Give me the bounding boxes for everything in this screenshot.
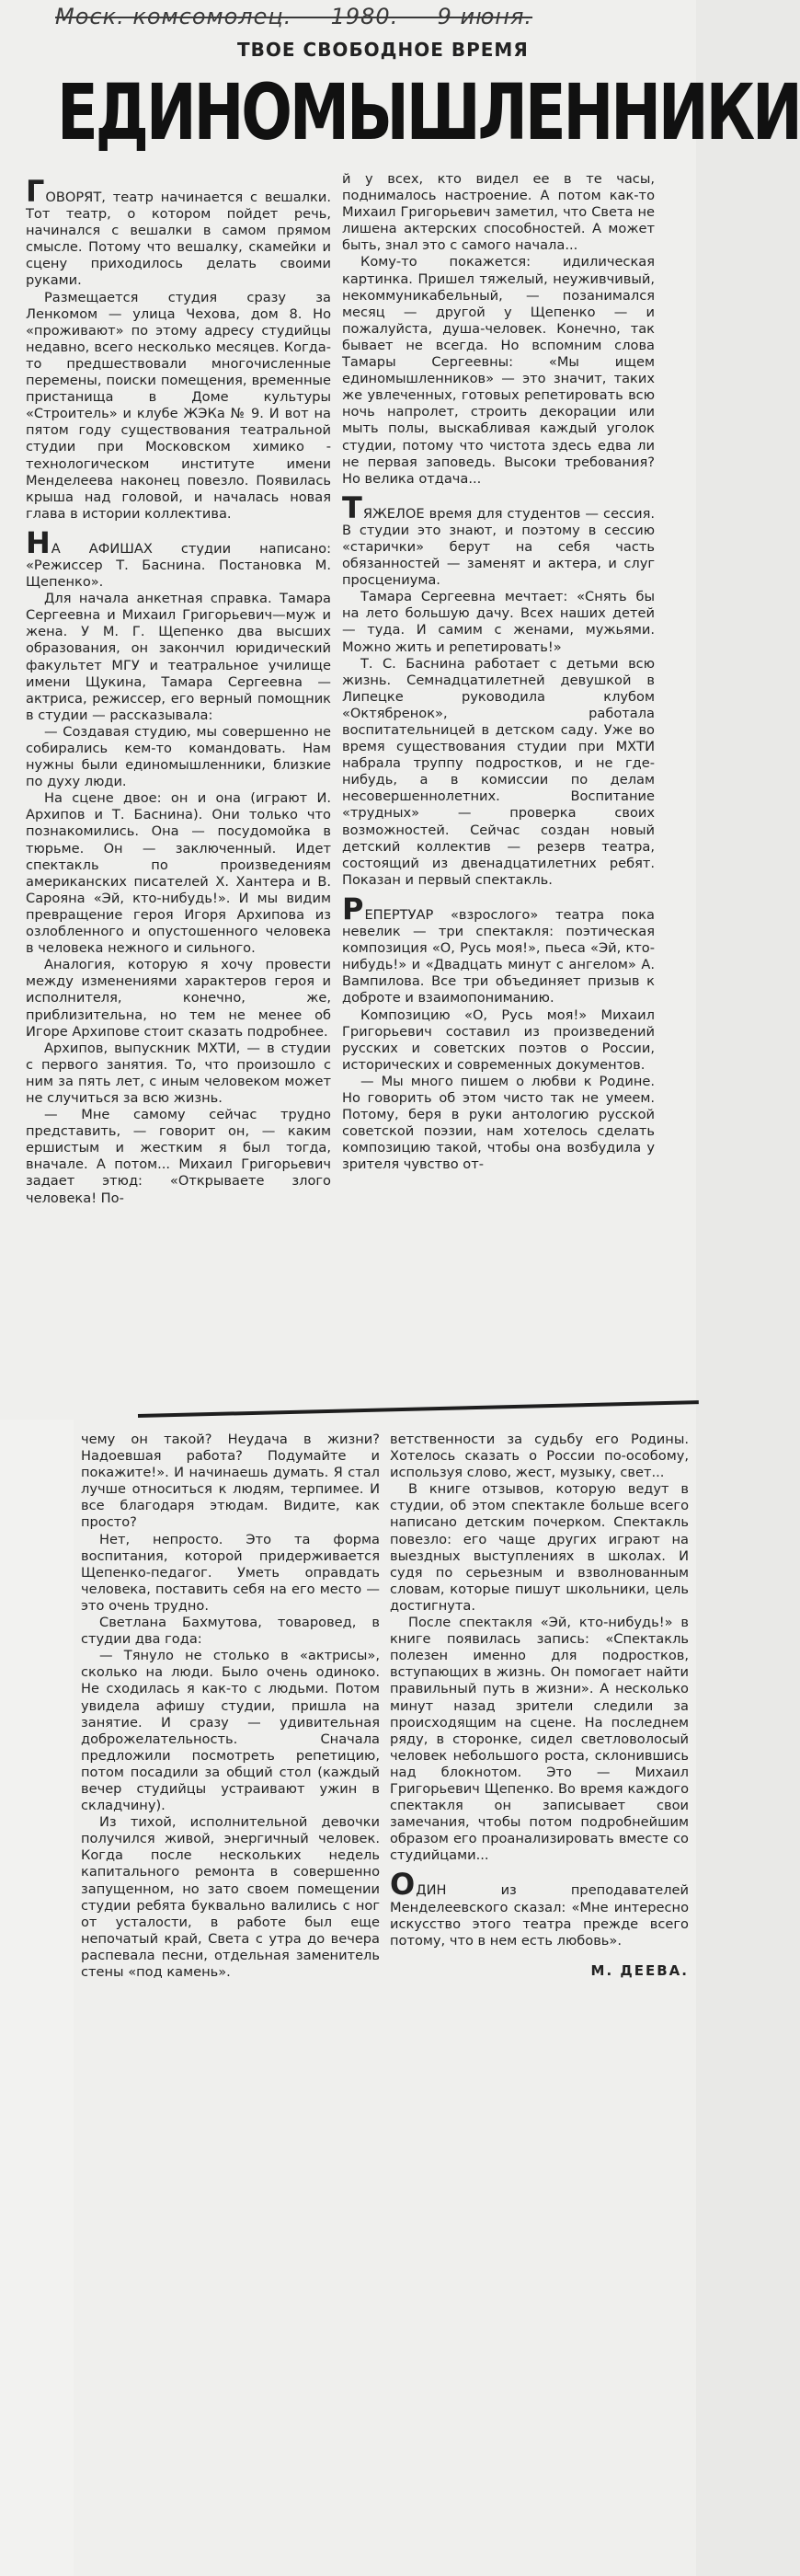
colB-paragraph (342, 589, 655, 655)
paragraph-text: Кому-то покажется: идилическая картинка. Пришел тяжелый, неуживчивый, некоммуникабельный, — позанимался месяц — другой у Щепенко — и пожалуйста, душа-человек. Конечно, так бывает не всегда. Но вспомним слова Тамары Сергеевны: «Мы ищем единомышленников» — это значит, таких же увлеченных, готовых репетировать всю ночь напролет, строить декорации или мыть полы, выскабливая каждый уголок студии, потому что чистота здесь едва ли не первая заповедь. Высоки требования? Но велика отдача... (342, 254, 655, 487)
author-signature: М. ДЕЕВА. (590, 1961, 689, 1979)
paragraph-text: Размещается студия сразу за Ленкомом — улица Чехова, дом 8. Но «проживают» по этому адресу студийцы недавно, всего несколько месяцев. Когда-то предшествовали многочисленные перемены, поиски помещения, временные пристанища в Доме культуры «Строитель» и клубе ЖЭКа № 9. И вот на пятом году существования театральной студии при Московском химико - технологическом институте имени Менделеева наконец повезло. Появилась крыша над головой, и началась новая глава в истории коллектива. (26, 289, 331, 522)
handwritten-source-note: Моск. комсомолец. — 1980. — 9 июня. (55, 4, 533, 29)
paragraph-text: Тамара Сергеевна мечтает: «Снять бы на лето большую дачу. Всех наших детей — туда. И самим с женами, мужьями. Можно жить и репетировать!» (342, 589, 655, 655)
paragraph-text: Из тихой, исполнительной девочки получился живой, энергичный человек. Когда после нескольких недель капитального ремонта в совершенно запущенном, но зато своем помещении студии ребята буквально валились с ног от усталости, в работе был еще непочатый край, Света с утра до вечера распевала песни, отдельная заменитель стены «под камень». (81, 1814, 380, 1980)
colB-paragraph (342, 1074, 655, 1174)
article-headline: ЕДИНОМЫШЛЕННИКИ (57, 67, 800, 157)
colA-paragraph (26, 174, 331, 290)
paragraph-text: Аналогия, которую я хочу провести между изменениями характеров героя и исполнителя, конечно, же, приблизительна, но тем не менее об Игоре Архипове стоит сказать подробнее. (26, 957, 331, 1040)
section-kicker: ТВОЕ СВОБОДНОЕ ВРЕМЯ (237, 39, 529, 61)
colD-paragraph (390, 1615, 689, 1864)
paragraph-text: Композицию «О, Русь моя!» Михаил Григорьевич составил из произведений русских и советских поэтов о России, исторических и современных документов. (342, 1006, 655, 1073)
colD-paragraph (390, 1867, 689, 1949)
colC-paragraph (81, 1648, 380, 1814)
colA-paragraph (26, 724, 331, 790)
drop-cap: Р (342, 891, 365, 926)
colD-paragraph (390, 1432, 689, 1481)
paragraph-text: — Мы много пишем о любви к Родине. Но говорить об этом чисто так не умеем. Потому, беря в руки антологию русской советской поэзии, нам хотелось сделать композицию такой, чтобы она возбудила у зрителя чувство от- (342, 1073, 655, 1173)
paragraph-text: чему он такой? Неудача в жизни? Надоевшая работа? Подумайте и покажите!». И начинаешь думать. Я стал лучше относиться к людям, терпимее. И все благодаря этюдам. Видите, как просто? (81, 1432, 380, 1531)
paragraph-text: — Мне самому сейчас трудно представить, — говорит он, — каким ершистым и жестким я был тогда, вначале. А потом... Михаил Григорьевич задает этюд: «Открываете злого человека! По- (26, 1107, 331, 1206)
drop-cap: Т (342, 489, 363, 525)
colC-paragraph (81, 1532, 380, 1615)
colB-paragraph (342, 489, 655, 589)
colA-paragraph (26, 591, 331, 724)
colC-paragraph (81, 1432, 380, 1532)
paragraph-text: В книге отзывов, которую ведут в студии, об этом спектакле больше всего написано детским почерком. Спектакль повезло: его чаще других играют на выездных выступлениях в школах. И судя по серьезным и взволнованным словам, которые пишут школьники, цель достигнута. (390, 1481, 689, 1614)
drop-cap: О (390, 1867, 417, 1903)
paragraph-text: ветственности за судьбу его Родины. Хотелось сказать о России по-особому, используя слово, жест, музыку, свет... (390, 1432, 689, 1481)
colA-paragraph (26, 957, 331, 1040)
paragraph-text: ОВОРЯТ, театр начинается с вешалки. Тот театр, о котором пойдет речь, начинался с вешалки в самом прямом смысле. Потому что вешалку, скамейки и сцену приходилось делать своими руками. (26, 190, 331, 289)
paragraph-text: — Создавая студию, мы совершенно не собирались кем-то командовать. Нам нужны были единомышленники, близкие по духу люди. (26, 723, 331, 790)
colB-paragraph (342, 171, 655, 254)
paragraph-text: Т. С. Баснина работает с детьми всю жизнь. Семнадцатилетней девушкой в Липецке руководила клубом «Октябренок», работала воспитательницей в детском саду. Уже во время существования студии при МХТИ набрала труппу подростков, и не где-нибудь, а в комиссии по делам несовершеннолетних. Воспитание «трудных» — проверка своих возможностей. Сейчас создан новый детский коллектив — резерв театра, состоящий из двенадцатилетних ребят. Показан и первый спектакль. (342, 655, 655, 888)
page-margin (0, 1420, 74, 2576)
colC-paragraph (81, 1814, 380, 1981)
drop-cap: Н (26, 524, 51, 560)
column-d (390, 1432, 689, 2568)
colA-paragraph (26, 524, 331, 591)
colA-paragraph (26, 790, 331, 957)
paragraph-text: На сцене двое: он и она (играют И. Архипов и Т. Баснина). Они только что познакомились. Она — посудомойка в тюрьме. Он — заключенный. Идет спектакль по произведениям американских писателей Х. Хантера и В. Сарояна «Эй, кто-нибудь!». И мы видим превращение героя Игоря Архипова из озлобленного и опустошенного человека в человека нежного и сильного. (26, 790, 331, 957)
colA-paragraph (26, 1107, 331, 1207)
paragraph-text: Для начала анкетная справка. Тамара Сергеевна и Михаил Григорьевич—муж и жена. У М. Г. Щепенко два высших образования, он закончил юридический факультет МГУ и театральное училище имени Щукина, Тамара Сергеевна — актриса, режиссер, его верный помощник в студии — рассказывала: (26, 591, 331, 723)
colA-paragraph (26, 290, 331, 523)
colB-paragraph (342, 1007, 655, 1074)
colB-paragraph (342, 891, 655, 1007)
column-a (26, 171, 331, 1409)
paragraph-text: — Тянуло не столько в «актрисы», сколько на люди. Было очень одиноко. Не сходилась я как-то с людьми. Потом увидела афишу студии, пришла на занятие. И сразу — удивительная доброжелательность. Сначала предложили посмотреть репетицию, потом посадили за общий стол (каждый вечер студийцы устраивают ужин в складчину). (81, 1648, 380, 1814)
paragraph-text: После спектакля «Эй, кто-нибудь!» в книге появилась запись: «Спектакль полезен именно для подростков, вступающих в жизнь. Он помогает найти правильный путь в жизни». А несколько минут назад зрители следили за происходящим на сцене. На последнем ряду, в сторонке, сидел светловолосый человек небольшого роста, склонившись над блокнотом. Это — Михаил Григорьевич Щепенко. Во время каждого спектакля он записывает свои замечания, чтобы потом подробнейшим образом его проанализировать вместе со студийцами... (390, 1615, 689, 1864)
colA-paragraph (26, 1041, 331, 1107)
paragraph-text: ДИН из преподавателей Менделеевского сказал: «Мне интересно искусство этого театра прежде всего потому, что в нем есть любовь». (390, 1882, 689, 1949)
column-c (81, 1432, 380, 2568)
paragraph-text: й у всех, кто видел ее в те часы, поднималось настроение. А потом как-то Михаил Григорьевич заметил, что Света не лишена актерских способностей. А может быть, знал это с самого начала... (342, 171, 655, 254)
paragraph-text: Нет, непросто. Это та форма воспитания, которой придерживается Щепенко-педагог. Уметь оправдать человека, поставить себя на его место — это очень трудно. (81, 1531, 380, 1614)
colB-paragraph (342, 656, 655, 889)
colC-paragraph (81, 1615, 380, 1648)
column-b (342, 171, 655, 1409)
colB-paragraph (342, 254, 655, 487)
paragraph-text: ЕПЕРТУАР «взрослого» театра пока невелик — три спектакля: поэтическая композиция «О, Русь моя!», пьеса «Эй, кто-нибудь!» и «Двадцать минут с ангелом» А. Вампилова. Все три объединяет призыв к доброте и взаимопониманию. (342, 906, 655, 1006)
paragraph-text: Архипов, выпускник МХТИ, — в студии с первого занятия. То, что произошло с ним за пять лет, с иным человеком может не случиться за всю жизнь. (26, 1040, 331, 1106)
paragraph-text: ЯЖЕЛОЕ время для студентов — сессия. В студии это знают, и поэтому в сессию «старички» берут на себя часть обязанностей — заменят и актера, и слуг просцениума. (342, 505, 655, 589)
drop-cap: Г (26, 174, 46, 209)
paragraph-text: Светлана Бахмутова, товаровед, в студии два года: (81, 1615, 380, 1648)
paragraph-text: А АФИШАХ студии написано: «Режиссер Т. Баснина. Постановка М. Щепенко». (26, 540, 331, 591)
colD-paragraph (390, 1481, 689, 1615)
